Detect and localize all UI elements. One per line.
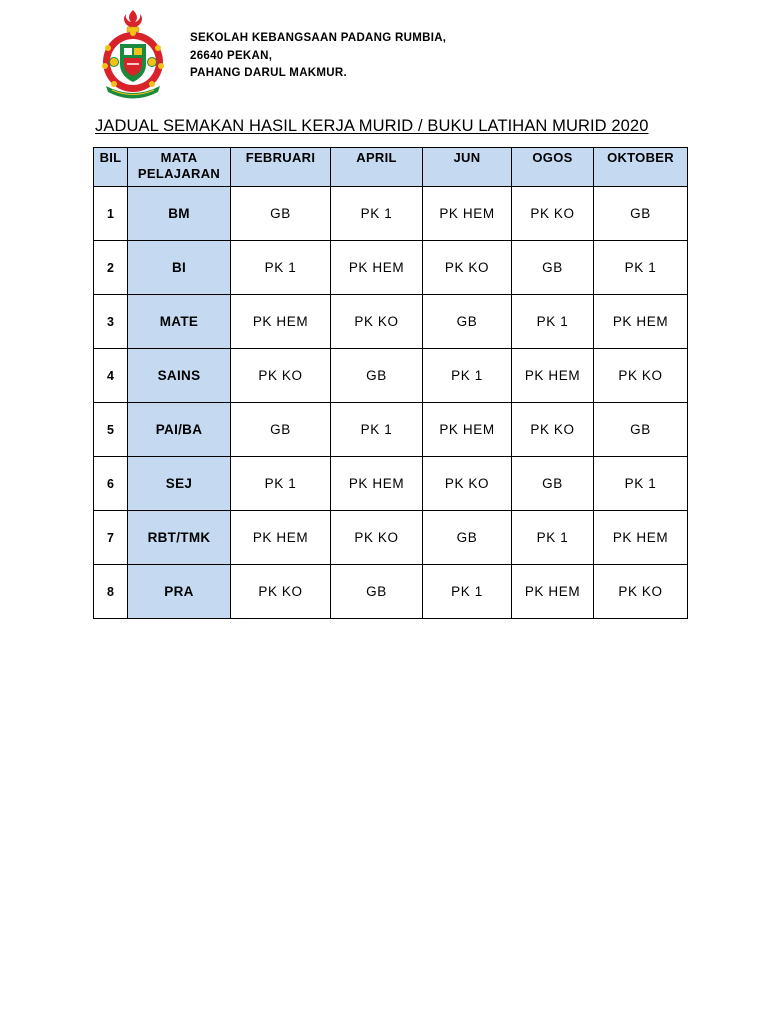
row-number: 1 bbox=[94, 187, 128, 241]
school-postcode-line: 26640 PEKAN, bbox=[190, 49, 273, 62]
table-cell: PK 1 bbox=[594, 241, 688, 295]
row-number: 7 bbox=[94, 511, 128, 565]
header-subject-line1: MATA bbox=[160, 150, 198, 165]
table-cell: PK HEM bbox=[512, 349, 594, 403]
table-cell: PK HEM bbox=[594, 295, 688, 349]
table-cell: PK KO bbox=[331, 295, 423, 349]
row-subject: BM bbox=[128, 187, 231, 241]
row-subject: MATE bbox=[128, 295, 231, 349]
table-cell: GB bbox=[423, 511, 512, 565]
table-cell: PK KO bbox=[512, 403, 594, 457]
row-subject: PRA bbox=[128, 565, 231, 619]
row-subject: SEJ bbox=[128, 457, 231, 511]
table-cell: GB bbox=[331, 565, 423, 619]
header-month: APRIL bbox=[331, 148, 423, 187]
schedule-table bbox=[93, 147, 688, 619]
table-cell: PK KO bbox=[423, 457, 512, 511]
school-name-line: SEKOLAH KEBANGSAAN PADANG RUMBIA, bbox=[190, 32, 447, 44]
table-cell: PK 1 bbox=[331, 187, 423, 241]
school-crest-logo bbox=[100, 8, 166, 104]
table-cell: PK HEM bbox=[331, 457, 423, 511]
header-bil: BIL bbox=[94, 148, 128, 187]
row-subject: PAI/BA bbox=[128, 403, 231, 457]
table-cell: PK KO bbox=[594, 349, 688, 403]
header-subject-line2: PELAJARAN bbox=[137, 166, 221, 181]
table-row bbox=[94, 511, 688, 565]
row-subject: BI bbox=[128, 241, 231, 295]
table-cell: GB bbox=[594, 403, 688, 457]
table-row bbox=[94, 349, 688, 403]
header-month: JUN bbox=[423, 148, 512, 187]
row-number: 6 bbox=[94, 457, 128, 511]
row-subject: SAINS bbox=[128, 349, 231, 403]
table-cell: PK 1 bbox=[331, 403, 423, 457]
header-month: OGOS bbox=[512, 148, 594, 187]
table-cell: PK 1 bbox=[423, 565, 512, 619]
table-cell: GB bbox=[331, 349, 423, 403]
table-cell: PK KO bbox=[512, 187, 594, 241]
row-number: 8 bbox=[94, 565, 128, 619]
table-cell: PK HEM bbox=[331, 241, 423, 295]
header-month: OKTOBER bbox=[594, 148, 688, 187]
header-month: FEBRUARI bbox=[231, 148, 331, 187]
school-state-line: PAHANG DARUL MAKMUR. bbox=[190, 67, 347, 79]
table-cell: GB bbox=[231, 187, 331, 241]
table-cell: PK KO bbox=[331, 511, 423, 565]
table-cell: PK KO bbox=[231, 349, 331, 403]
table-cell: PK KO bbox=[423, 241, 512, 295]
table-cell: PK 1 bbox=[594, 457, 688, 511]
table-row bbox=[94, 403, 688, 457]
table-cell: PK HEM bbox=[231, 511, 331, 565]
document-title: JADUAL SEMAKAN HASIL KERJA MURID / BUKU LATIHAN MURID 2020 bbox=[95, 117, 649, 135]
header-subject bbox=[128, 148, 231, 187]
row-subject: RBT/TMK bbox=[128, 511, 231, 565]
table-cell: PK HEM bbox=[512, 565, 594, 619]
table-cell: PK 1 bbox=[512, 511, 594, 565]
row-number: 3 bbox=[94, 295, 128, 349]
table-cell: PK 1 bbox=[512, 295, 594, 349]
table-cell: GB bbox=[231, 403, 331, 457]
table-row bbox=[94, 241, 688, 295]
table-cell: PK HEM bbox=[231, 295, 331, 349]
table-cell: PK HEM bbox=[423, 187, 512, 241]
table-row bbox=[94, 565, 688, 619]
table-cell: GB bbox=[423, 295, 512, 349]
table-row bbox=[94, 457, 688, 511]
table-header-row bbox=[94, 148, 688, 187]
table-cell: PK HEM bbox=[594, 511, 688, 565]
table-cell: PK 1 bbox=[231, 457, 331, 511]
row-number: 2 bbox=[94, 241, 128, 295]
row-number: 4 bbox=[94, 349, 128, 403]
table-row bbox=[94, 295, 688, 349]
table-cell: PK 1 bbox=[231, 241, 331, 295]
table-row bbox=[94, 187, 688, 241]
school-address bbox=[190, 30, 446, 83]
table-cell: PK KO bbox=[231, 565, 331, 619]
flame-icon bbox=[124, 10, 142, 28]
table-cell: PK 1 bbox=[423, 349, 512, 403]
table-cell: PK KO bbox=[594, 565, 688, 619]
table-cell: GB bbox=[594, 187, 688, 241]
table-cell: PK HEM bbox=[423, 403, 512, 457]
table-cell: GB bbox=[512, 241, 594, 295]
row-number: 5 bbox=[94, 403, 128, 457]
table-cell: GB bbox=[512, 457, 594, 511]
